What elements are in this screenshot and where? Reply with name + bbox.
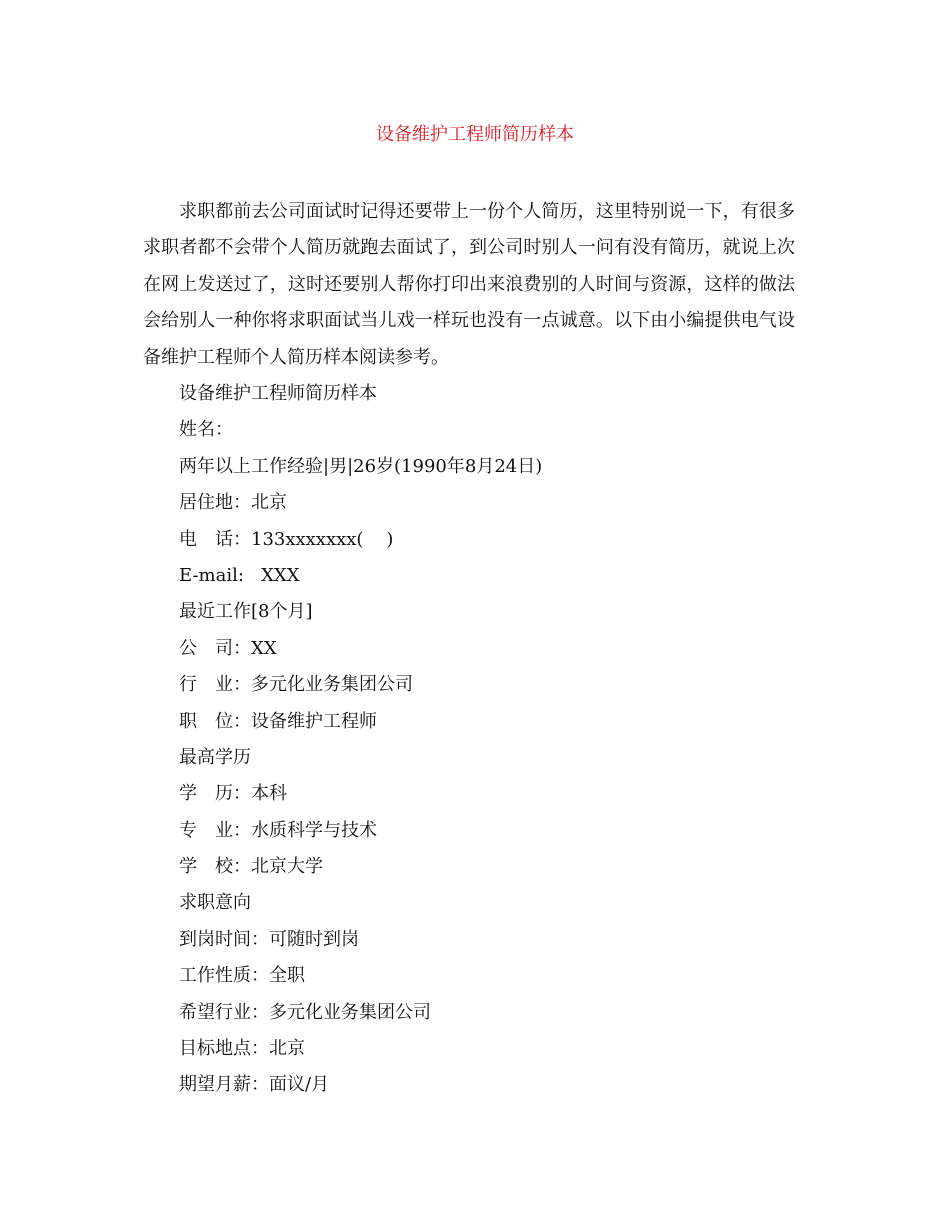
residence-line: 居住地：北京 — [179, 492, 287, 514]
degree-line: 学 历：本科 — [179, 783, 287, 805]
email-line: E-mail: XXX — [179, 564, 300, 586]
job-intention-heading: 求职意向 — [179, 892, 251, 914]
desired-industry-line: 希望行业：多元化业务集团公司 — [179, 1001, 431, 1023]
resume-lines — [179, 376, 799, 1104]
target-location-line: 目标地点：北京 — [179, 1038, 305, 1060]
recent-work-heading: 最近工作[8个月] — [179, 601, 313, 623]
phone-line: 电 话：133xxxxxxx( ) — [179, 528, 394, 550]
major-line: 专 业：水质科学与技术 — [179, 819, 377, 841]
company-line: 公 司：XX — [179, 637, 277, 659]
resume-heading: 设备维护工程师简历样本 — [179, 383, 377, 404]
start-time-line: 到岗时间：可随时到岗 — [179, 928, 359, 950]
experience-line: 两年以上工作经验|男|26岁(1990年8月24日) — [179, 455, 543, 477]
work-type-line: 工作性质：全职 — [179, 965, 305, 987]
name-line: 姓名： — [179, 419, 233, 441]
industry-line: 行 业：多元化业务集团公司 — [179, 674, 413, 696]
position-line: 职 位：设备维护工程师 — [179, 710, 377, 732]
education-heading: 最高学历 — [179, 746, 251, 768]
document-title: 设备维护工程师简历样本 — [376, 124, 574, 145]
school-line: 学 校：北京大学 — [179, 856, 323, 878]
expected-salary-line: 期望月薪：面议/月 — [179, 1074, 330, 1096]
intro-paragraph: 求职都前去公司面试时记得还要带上一份个人简历，这里特别说一下，有很多求职者都不会带个人简历就跑去面试了，到公司时别人一问有没有简历，就说上次在网上发送过了，这时还要别人帮你打印出来浪费别的人时间与资源，这样的做法会给别人一种你将求职面试当儿戏一样玩也没有一点诚意。以下由小编提供电气设备维护工程师个人简历样本阅读参考。 — [143, 201, 795, 368]
